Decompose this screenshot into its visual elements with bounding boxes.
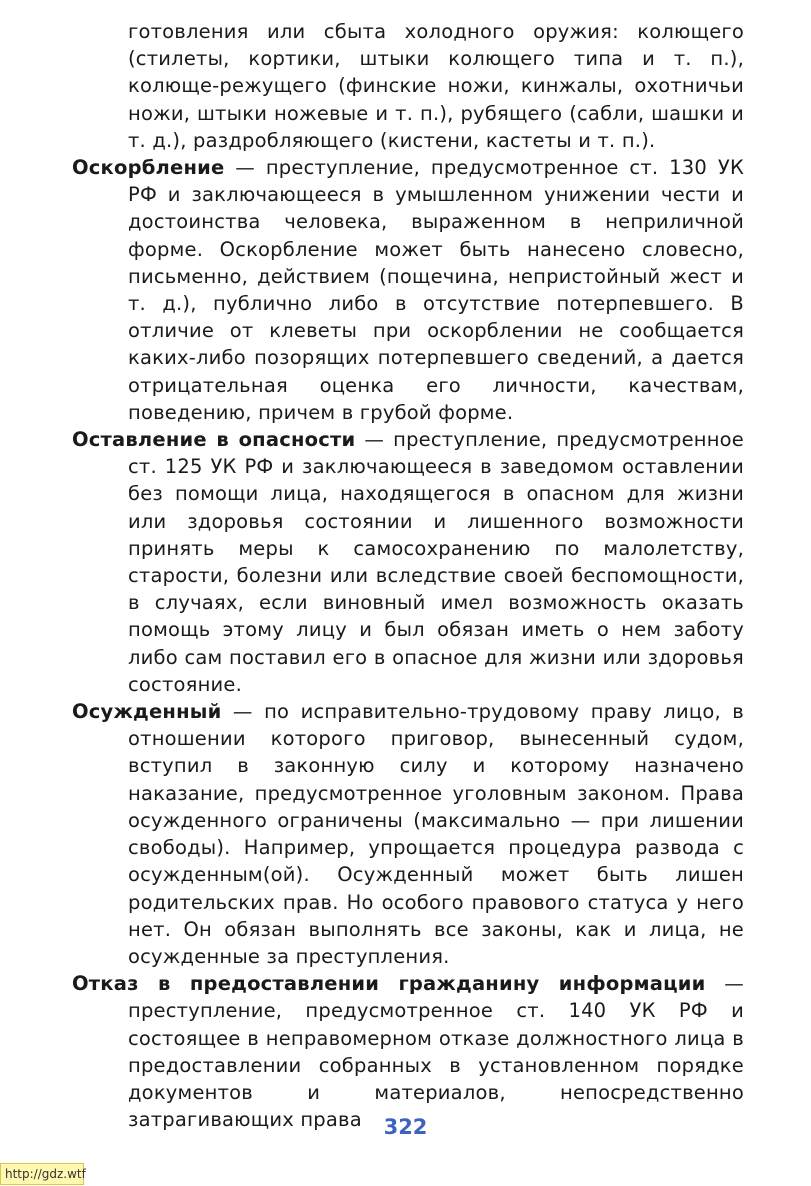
- entry-term: Осужденный: [72, 700, 222, 724]
- entry-definition: — преступление, предусмотренное ст. 130 УК РФ и заключающееся в умышленном унижении чести и достоинства человека, выраженном в неприличной форме. Оскорбление может быть нанесено словесно, письменно, действием (пощечина, непристойный жест и т. д.), публично либо в отсутствие потерпевшего. В отличие от клеветы при оскорблении не сообщается каких-либо позорящих потерпевшего сведений, а дается отрицательная оценка его личности, качествам, поведению, причем в грубой форме.: [128, 156, 744, 424]
- entry-term: Отказ в предоставлении гражданину информации: [72, 972, 706, 996]
- entry-definition: — преступление, предусмотренное ст. 125 УК РФ и заключающееся в заведомом оставлении без помощи лица, находящегося в опасном для жизни или здоровья состоянии и лишенного возможности принять меры к самосохранению по малолетству, старости, болезни или вследствие своей беспомощности, в случаях, если виновный имел возможность оказать помощь этому лицу и был обязан иметь о нем заботу либо сам поставил его в опасное для жизни или здоровья состояние.: [128, 428, 744, 696]
- glossary-entry-refusal-information: [72, 970, 744, 1133]
- glossary-text: [72, 18, 744, 1133]
- entry-definition: — по исправительно-трудовому праву лицо, в отношении которого приговор, вынесенный судом, вступил в законную силу и которому назначено наказание, предусмотренное уголовным законом. Права осужденного ограничены (максимально — при лишении свободы). Например, упрощается процедура развода с осужденным(ой). Осужденный может быть лишен родительских прав. Но особого правового статуса у него нет. Он обязан выполнять все законы, как и лица, не осужденные за преступления.: [128, 700, 744, 968]
- watermark-link[interactable]: http://gdz.wtf: [0, 1163, 84, 1185]
- previous-entry-continuation: готовления или сбыта холодного оружия: колющего (стилеты, кортики, штыки колющего типа и т. п.), колюще-режущего (финские ножи, кинжалы, охотничьи ножи, штыки ножевые и т. п.), рубящего (сабли, шашки и т. д.), раздробляющего (кистени, кастеты и т. п.).: [128, 20, 744, 152]
- glossary-entry-abandonment: [72, 426, 744, 698]
- page-number: 322: [383, 1115, 428, 1139]
- glossary-entry-insult: [72, 154, 744, 426]
- glossary-entry-convict: [72, 698, 744, 970]
- entry-definition: — преступление, предусмотренное ст. 140 УК РФ и состоящее в неправомерном отказе должностного лица в предоставлении собранных в установленном порядке документов и материалов, непосредственно затрагивающих права: [128, 972, 744, 1132]
- entry-term: Оставление в опасности: [72, 428, 356, 452]
- entry-term: Оскорбление: [72, 156, 225, 180]
